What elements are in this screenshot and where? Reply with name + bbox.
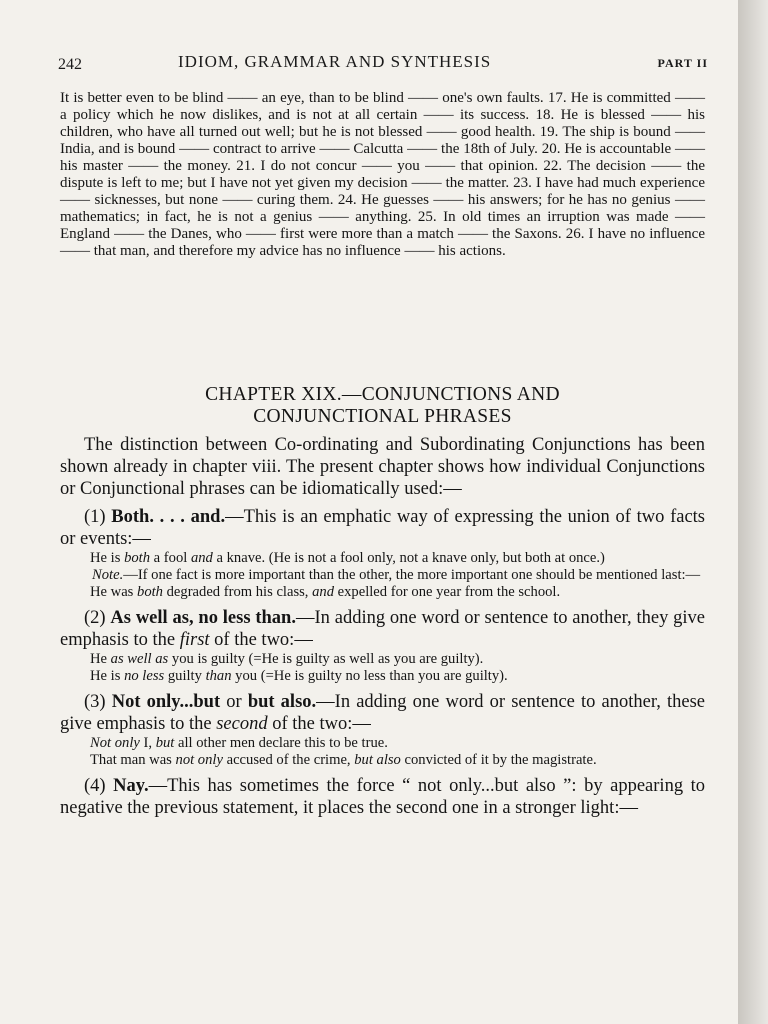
section-heading: Nay. — [113, 776, 149, 796]
section-number: (3) — [84, 692, 106, 712]
section-number: (2) — [84, 608, 106, 628]
section-both-and — [60, 506, 705, 550]
section-heading: As well as, no less than. — [110, 608, 296, 628]
page-number: 242 — [58, 56, 82, 73]
section-as-well-as: (2) As well as, no less than.—In adding one word or sentence to another, they give emphasis to the first of the two:— — [60, 608, 706, 650]
exercise-text: It is better even to be blind —— an eye, than to be blind —— one's own faults. 17. He is committed —— a policy which he now dislikes, and is not at all certain —— its success. 18. He is blessed —— his children, who have all turned out well; but he is not blessed —— good health. 19. The ship is bound —— India, and is bound —— contract to arrive —— Calcutta —— the 18th of July. 20. He is accountable —— his master —— the money. 21. I do not concur —— you —— that opinion. 22. The decision —— the dispute is left to me; but I have not yet given my decision —— the matter. 23. I have had much experience —— sicknesses, but none —— curing them. 24. He guesses —— his answers; for he has no genius —— mathematics; in fact, he is not a genius —— anything. 25. In old times an irruption was made —— England —— the Danes, who —— first were more than a match —— the Saxons. 26. I have no influence —— that man, and therefore my advice has no influence —— his actions. — [60, 90, 705, 259]
section-nay: (4) Nay.—This has sometimes the force “ not only...but also ”: by appearing to negative the previous statement, it places the second one in a stronger light:— — [60, 776, 706, 818]
section-number: (1) — [84, 507, 106, 527]
note-paragraph: Note.—If one fact is more important than the other, the more important one should be mentioned last:— — [92, 567, 701, 583]
chapter-heading-line2: CONJUNCTIONAL PHRASES — [253, 406, 512, 427]
chapter-heading — [60, 384, 705, 428]
section-heading: Not only...but — [111, 692, 221, 712]
intro-paragraph: The distinction between Co-ordinating and Subordinating Conjunctions has been shown already in chapter viii. The present chapter shows how individual Conjunctions or Conjunctional phrases can be idiomatically used:— — [60, 435, 705, 499]
section-text: —This is an emphatic way of expressing the union of two facts or events:— — [60, 507, 705, 549]
running-title: IDIOM, GRAMMAR AND SYNTHESIS — [178, 52, 492, 71]
section-heading: Both. . . . and. — [111, 507, 226, 527]
example-line: He is both a fool and a knave. (He is not a fool only, not a knave only, but both at once.) — [90, 550, 605, 566]
section-not-only-but: (3) Not only...but or but also.—In adding one word or sentence to another, these give emphasis to the second of the two:— — [60, 692, 706, 734]
part-label: PART II — [657, 56, 708, 70]
example-line: He was both degraded from his class, and expelled for one year from the school. — [90, 584, 561, 600]
page-edge — [738, 0, 768, 1024]
chapter-body — [60, 434, 705, 819]
section-number: (4) — [84, 776, 106, 796]
example-line: That man was not only accused of the crime, but also convicted of it by the magistrate. — [90, 752, 597, 768]
running-header — [58, 48, 708, 76]
exercise-paragraph — [60, 90, 705, 260]
example-line: Not only I, but all other men declare this to be true. — [90, 735, 388, 751]
example-line: He is no less guilty than you (=He is guilty no less than you are guilty). — [90, 668, 508, 684]
note-label: Note. — [92, 567, 124, 583]
example-line: He as well as you is guilty (=He is guilty as well as you are guilty). — [90, 651, 484, 667]
chapter-heading-line1: CHAPTER XIX.—CONJUNCTIONS AND — [205, 384, 560, 405]
